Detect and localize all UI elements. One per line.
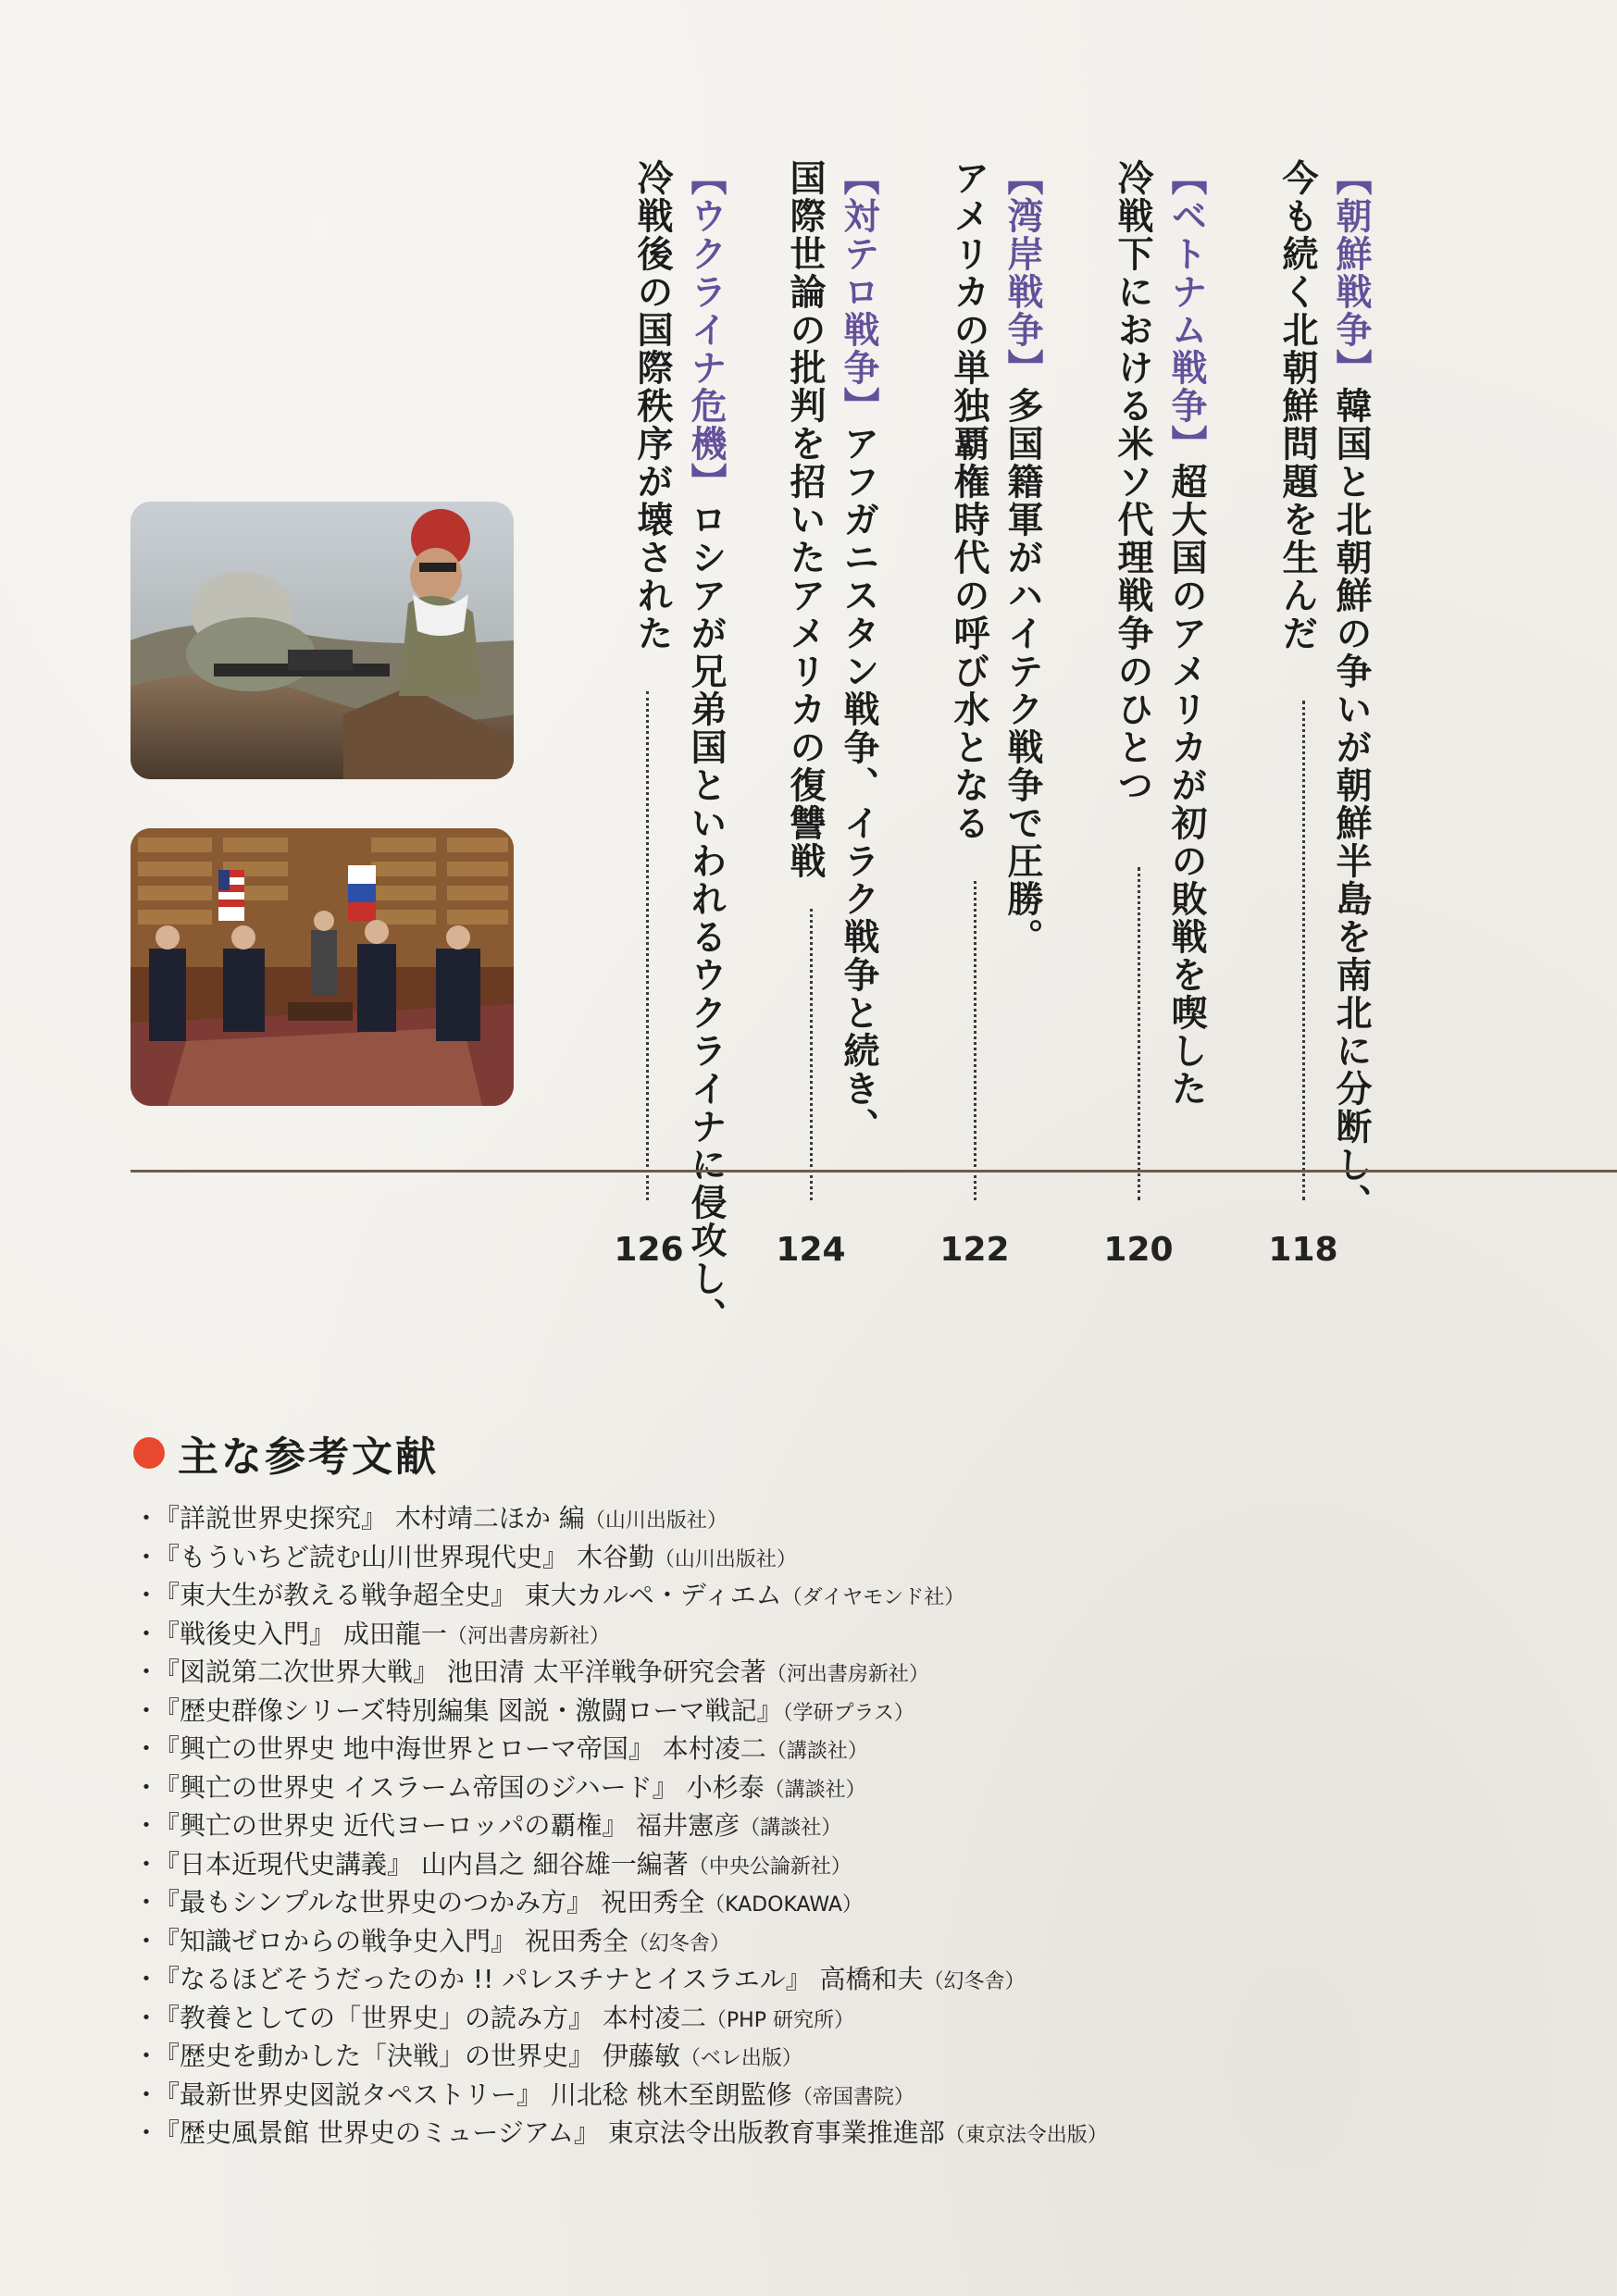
list-item: ・『最新世界史図説タペストリー』 川北稔 桃木至朗監修（帝国書院）	[133, 2079, 914, 2110]
references-list	[133, 1499, 1108, 2153]
toc-entry-line2: 冷戦下における米ソ代理戦争のひとつ	[1112, 159, 1153, 804]
toc-entry-ukraine-crisis[interactable]	[607, 159, 728, 1335]
toc-page-number: 118	[1268, 1231, 1338, 1269]
list-item: ・『東大生が教える戦争超全史』 東大カルペ・ディエム（ダイヤモンド社）	[133, 1580, 965, 1610]
list-item: ・『興亡の世界史 イスラーム帝国のジハード』 小杉泰（講談社）	[133, 1771, 866, 1803]
list-item: ・『歴史風景館 世界史のミュージアム』 東京法令出版教育事業推進部（東京法令出版）	[133, 2117, 1108, 2148]
toc-category: 【湾岸戦争】	[1001, 159, 1043, 387]
toc-category: 【ウクライナ危機】	[685, 159, 727, 501]
references-heading-text: 主な参考文献	[178, 1433, 439, 1481]
list-item: ・『図説第二次世界大戦』 池田清 太平洋戦争研究会著（河出書房新社）	[133, 1657, 929, 1687]
toc-category: 【朝鮮戦争】	[1330, 159, 1372, 387]
toc-page-number: 126	[614, 1231, 684, 1269]
section-divider	[131, 1170, 1617, 1173]
list-item: ・『詳説世界史探究』 木村靖二ほか 編（山川出版社）	[133, 1503, 728, 1533]
toc-entry-korean-war[interactable]	[1252, 159, 1373, 1269]
toc-page-number: 124	[776, 1231, 846, 1269]
toc-category: 【ベトナム戦争】	[1165, 159, 1207, 463]
toc-page-number: 120	[1103, 1231, 1174, 1269]
toc-entry-line1: 【朝鮮戦争】韓国と北朝鮮の争いが朝鮮半島を南北に分断し、	[1330, 159, 1372, 1222]
summit-meeting-photo	[131, 828, 514, 1106]
list-item: ・『知識ゼロからの戦争史入門』 祝田秀全（幻冬舎）	[133, 1925, 730, 1956]
toc-entry-line1: 【対テロ戦争】アフガニスタン戦争、イラク戦争と続き、	[838, 159, 879, 1146]
toc-entry-line2: 国際世論の批判を招いたアメリカの復讐戦	[784, 159, 826, 880]
list-item: ・『興亡の世界史 地中海世界とローマ帝国』 本村凌二（講談社）	[133, 1733, 868, 1764]
toc-entry-line2: 冷戦後の国際秩序が壊された	[631, 159, 673, 652]
toc-entry-vietnam-war[interactable]	[1088, 159, 1208, 1269]
soldiers-photo	[131, 502, 514, 779]
toc-category: 【対テロ戦争】	[838, 159, 879, 425]
toc-entry-line1: 【ベトナム戦争】超大国のアメリカが初の敗戦を喫した	[1165, 159, 1207, 1108]
list-item: ・『教養としての「世界史」の読み方』 本村凌二（PHP 研究所）	[133, 2002, 854, 2033]
list-item: ・『歴史を動かした「決戦」の世界史』 伊藤敏（ベレ出版）	[133, 2041, 802, 2071]
toc-leader-dots	[646, 691, 649, 1200]
toc-leader-dots	[974, 881, 976, 1200]
list-item: ・『興亡の世界史 近代ヨーロッパの覇権』 福井憲彦（講談社）	[133, 1810, 842, 1841]
red-dot-icon	[133, 1437, 165, 1469]
toc-entry-line1: 【湾岸戦争】多国籍軍がハイテク戦争で圧勝。	[1001, 159, 1043, 956]
list-item: ・『最もシンプルな世界史のつかみ方』 祝田秀全（KADOKAWA）	[133, 1887, 863, 1917]
toc-leader-dots	[810, 909, 813, 1200]
toc-entry-line2: 今も続く北朝鮮問題を生んだ	[1276, 159, 1318, 652]
list-item: ・『歴史群像シリーズ特別編集 図説・激闘ローマ戦記』（学研プラス）	[133, 1694, 914, 1726]
list-item: ・『なるほどそうだったのか !! パレスチナとイスラエル』 高橋和夫（幻冬舎）	[133, 1964, 1026, 1994]
list-item: ・『もういちど読む山川世界現代史』 木谷勤（山川出版社）	[133, 1541, 797, 1572]
list-item: ・『戦後史入門』 成田龍一（河出書房新社）	[133, 1618, 610, 1649]
toc-leader-dots	[1302, 701, 1305, 1200]
toc-entry-line2: アメリカの単独覇権時代の呼び水となる	[948, 159, 989, 842]
toc-page-number: 122	[939, 1231, 1010, 1269]
references-heading	[133, 1425, 439, 1481]
toc-entry-line1: 【ウクライナ危機】ロシアが兄弟国といわれるウクライナに侵攻し、	[685, 159, 727, 1335]
toc-entry-gulf-war[interactable]	[924, 159, 1044, 1269]
toc-entry-war-on-terror[interactable]	[760, 159, 880, 1269]
toc-leader-dots	[1138, 867, 1140, 1200]
list-item: ・『日本近現代史講義』 山内昌之 細谷雄一編著（中央公論新社）	[133, 1848, 852, 1880]
